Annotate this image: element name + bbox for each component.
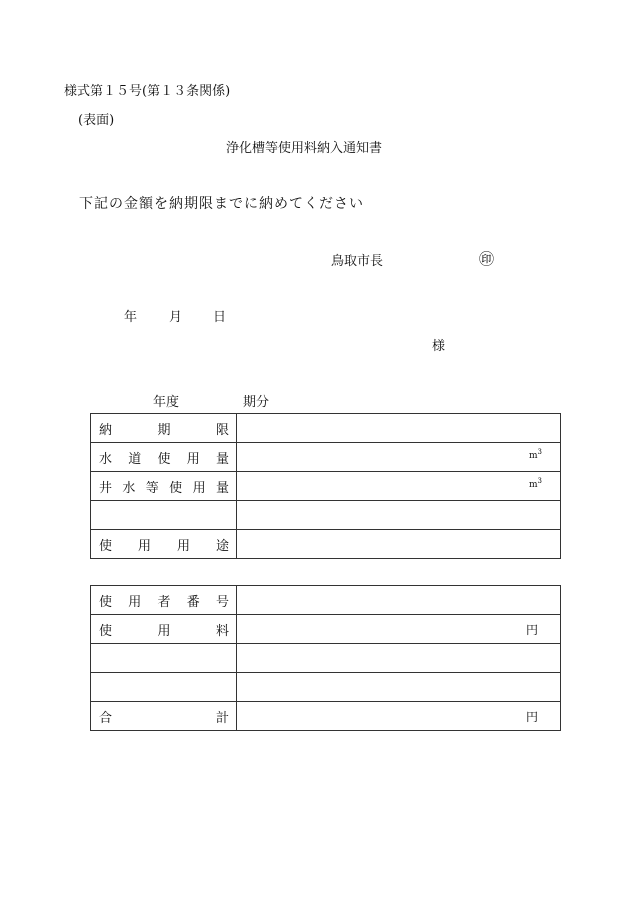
table-row <box>91 530 561 559</box>
row-label-user-number: 使 用 者 番 号 <box>99 594 229 610</box>
table-row <box>91 443 561 472</box>
total-value[interactable] <box>237 702 561 731</box>
table-row <box>91 644 561 673</box>
fee-table <box>90 585 561 731</box>
unit-cubic-meter: $m^3$ <box>528 448 542 461</box>
side-indicator: (表面) <box>78 113 115 128</box>
blank-value-cell[interactable] <box>237 673 561 702</box>
table-row <box>91 414 561 443</box>
due-date-value[interactable] <box>237 414 561 443</box>
row-label-due-date: 納 期 限 <box>99 422 229 438</box>
unit-yen: 円 <box>525 623 538 637</box>
usage-table <box>90 413 561 559</box>
table-row <box>91 673 561 702</box>
row-label-well-water-usage: 井 水 等 使 用 量 <box>99 480 229 496</box>
row-label-water-usage: 水 道 使 用 量 <box>99 451 229 467</box>
blank-label-cell <box>91 673 237 702</box>
form-number: 様式第１５号(第１３条関係) <box>64 84 231 99</box>
document-title: 浄化槽等使用料納入通知書 <box>226 141 383 156</box>
well-water-usage-value[interactable] <box>237 472 561 501</box>
fiscal-year-label: 年度 <box>153 395 180 410</box>
blank-label-cell <box>91 501 237 530</box>
date-month: 月 <box>169 310 183 325</box>
issuer-name: 鳥取市長 <box>331 254 384 269</box>
table-row <box>91 586 561 615</box>
recipient-suffix: 様 <box>432 339 446 354</box>
water-usage-value[interactable] <box>237 443 561 472</box>
table-row <box>91 615 561 644</box>
row-label-usage-purpose: 使 用 用 途 <box>99 538 229 554</box>
unit-yen: 円 <box>525 710 538 724</box>
blank-value-cell[interactable] <box>237 644 561 673</box>
user-number-value[interactable] <box>237 586 561 615</box>
instruction-text: 下記の金額を納期限までに納めてください <box>79 196 364 212</box>
table-row <box>91 702 561 731</box>
table-row <box>91 472 561 501</box>
row-label-total: 合 計 <box>99 710 229 726</box>
table-row <box>91 501 561 530</box>
date-day: 日 <box>213 310 227 325</box>
usage-purpose-value[interactable] <box>237 530 561 559</box>
date-year: 年 <box>124 310 138 325</box>
blank-label-cell <box>91 644 237 673</box>
usage-fee-value[interactable] <box>237 615 561 644</box>
seal-mark: ㊞ <box>479 250 495 268</box>
row-label-usage-fee: 使 用 料 <box>99 623 229 639</box>
term-label: 期分 <box>243 395 270 410</box>
unit-cubic-meter: $m^3$ <box>528 477 542 490</box>
blank-value-cell[interactable] <box>237 501 561 530</box>
